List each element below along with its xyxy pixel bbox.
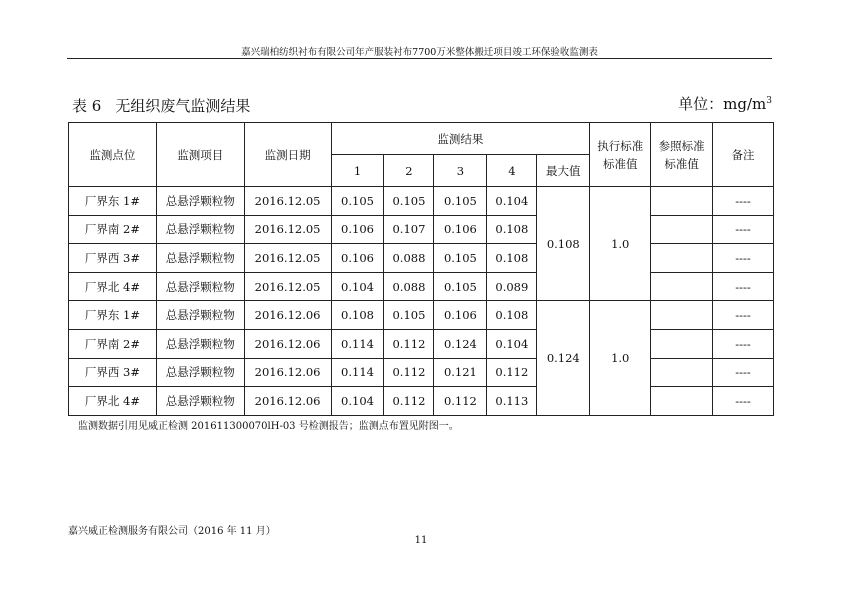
table-row xyxy=(69,329,774,358)
col-header-point: 监测点位 xyxy=(69,123,157,187)
cell-v4: 0.113 xyxy=(487,387,537,416)
col-header-results: 监测结果 xyxy=(331,123,590,155)
table-note: 监测数据引用见威正检测 201611300070lH-03 号检测报告；监测点布置见附图一。 xyxy=(78,421,459,432)
cell-remark: ---- xyxy=(713,358,774,387)
cell-v1: 0.105 xyxy=(331,187,384,216)
cell-v4: 0.112 xyxy=(487,358,537,387)
cell-v1: 0.106 xyxy=(331,215,384,244)
cell-v1: 0.114 xyxy=(331,358,384,387)
cell-v4: 0.089 xyxy=(487,272,537,301)
cell-point: 厂界北 4# xyxy=(69,272,157,301)
cell-ref-std xyxy=(651,272,713,301)
cell-item: 总悬浮颗粒物 xyxy=(156,272,244,301)
table-number: 表 6 xyxy=(72,97,102,115)
cell-item: 总悬浮颗粒物 xyxy=(156,329,244,358)
cell-item: 总悬浮颗粒物 xyxy=(156,358,244,387)
cell-v4: 0.108 xyxy=(487,301,537,330)
page-number: 11 xyxy=(414,535,428,546)
cell-remark: ---- xyxy=(713,272,774,301)
cell-v3: 0.105 xyxy=(434,244,487,273)
table-name: 无组织废气监测结果 xyxy=(115,97,251,115)
cell-date: 2016.12.06 xyxy=(244,301,331,330)
cell-ref-std xyxy=(651,301,713,330)
col-header-r3: 3 xyxy=(434,155,487,187)
cell-remark: ---- xyxy=(713,187,774,216)
unit-label xyxy=(678,93,772,114)
cell-point: 厂界南 2# xyxy=(69,329,157,358)
cell-remark: ---- xyxy=(713,329,774,358)
cell-date: 2016.12.05 xyxy=(244,272,331,301)
cell-point: 厂界东 1# xyxy=(69,301,157,330)
cell-v4: 0.104 xyxy=(487,187,537,216)
header-divider xyxy=(67,58,772,59)
cell-max: 0.108 xyxy=(537,187,590,301)
cell-v3: 0.106 xyxy=(434,215,487,244)
table-row xyxy=(69,272,774,301)
cell-point: 厂界南 2# xyxy=(69,215,157,244)
col-header-r1: 1 xyxy=(331,155,384,187)
cell-v2: 0.112 xyxy=(384,387,434,416)
unit-prefix: 单位：mg/m xyxy=(678,95,767,113)
col-header-r4: 4 xyxy=(487,155,537,187)
cell-point: 厂界西 3# xyxy=(69,244,157,273)
cell-date: 2016.12.06 xyxy=(244,387,331,416)
cell-v2: 0.105 xyxy=(384,187,434,216)
unit-superscript: 3 xyxy=(766,96,772,106)
cell-ref-std xyxy=(651,329,713,358)
cell-item: 总悬浮颗粒物 xyxy=(156,387,244,416)
cell-max: 0.124 xyxy=(537,301,590,415)
cell-v1: 0.114 xyxy=(331,329,384,358)
footer-company: 嘉兴威正检测服务有限公司（2016 年 11 月） xyxy=(68,526,276,537)
cell-item: 总悬浮颗粒物 xyxy=(156,215,244,244)
table-title xyxy=(72,95,264,116)
col-header-ref-std: 参照标准 标准值 xyxy=(651,123,713,187)
cell-exec-std: 1.0 xyxy=(590,187,651,301)
cell-v2: 0.107 xyxy=(384,215,434,244)
cell-remark: ---- xyxy=(713,387,774,416)
cell-ref-std xyxy=(651,244,713,273)
cell-v1: 0.106 xyxy=(331,244,384,273)
document-header: 嘉兴瑞柏纺织衬布有限公司年产服装衬布7700万米整体搬迁项目竣工环保验收监测表 xyxy=(241,47,598,58)
cell-v2: 0.088 xyxy=(384,244,434,273)
col-header-remark: 备注 xyxy=(713,123,774,187)
cell-v3: 0.105 xyxy=(434,187,487,216)
cell-date: 2016.12.06 xyxy=(244,358,331,387)
cell-v2: 0.112 xyxy=(384,358,434,387)
cell-v2: 0.112 xyxy=(384,329,434,358)
cell-v4: 0.108 xyxy=(487,215,537,244)
table-row xyxy=(69,301,774,330)
cell-date: 2016.12.06 xyxy=(244,329,331,358)
col-header-exec-std: 执行标准 标准值 xyxy=(590,123,651,187)
cell-ref-std xyxy=(651,358,713,387)
cell-item: 总悬浮颗粒物 xyxy=(156,187,244,216)
cell-item: 总悬浮颗粒物 xyxy=(156,244,244,273)
cell-v3: 0.124 xyxy=(434,329,487,358)
table-row xyxy=(69,358,774,387)
cell-v3: 0.112 xyxy=(434,387,487,416)
cell-ref-std xyxy=(651,387,713,416)
cell-v3: 0.106 xyxy=(434,301,487,330)
cell-remark: ---- xyxy=(713,244,774,273)
cell-v2: 0.088 xyxy=(384,272,434,301)
cell-v4: 0.108 xyxy=(487,244,537,273)
cell-v1: 0.108 xyxy=(331,301,384,330)
table-row xyxy=(69,215,774,244)
col-header-max: 最大值 xyxy=(537,155,590,187)
cell-point: 厂界东 1# xyxy=(69,187,157,216)
table-row xyxy=(69,387,774,416)
cell-v3: 0.105 xyxy=(434,272,487,301)
cell-v4: 0.104 xyxy=(487,329,537,358)
cell-point: 厂界北 4# xyxy=(69,387,157,416)
cell-v2: 0.105 xyxy=(384,301,434,330)
cell-exec-std: 1.0 xyxy=(590,301,651,415)
cell-point: 厂界西 3# xyxy=(69,358,157,387)
cell-ref-std xyxy=(651,215,713,244)
cell-v1: 0.104 xyxy=(331,387,384,416)
cell-v1: 0.104 xyxy=(331,272,384,301)
cell-date: 2016.12.05 xyxy=(244,187,331,216)
cell-date: 2016.12.05 xyxy=(244,215,331,244)
col-header-item: 监测项目 xyxy=(156,123,244,187)
cell-date: 2016.12.05 xyxy=(244,244,331,273)
col-header-date: 监测日期 xyxy=(244,123,331,187)
monitoring-results-table xyxy=(68,122,774,416)
table-row xyxy=(69,244,774,273)
cell-v3: 0.121 xyxy=(434,358,487,387)
cell-item: 总悬浮颗粒物 xyxy=(156,301,244,330)
cell-ref-std xyxy=(651,187,713,216)
cell-remark: ---- xyxy=(713,215,774,244)
table-row xyxy=(69,187,774,216)
col-header-r2: 2 xyxy=(384,155,434,187)
cell-remark: ---- xyxy=(713,301,774,330)
